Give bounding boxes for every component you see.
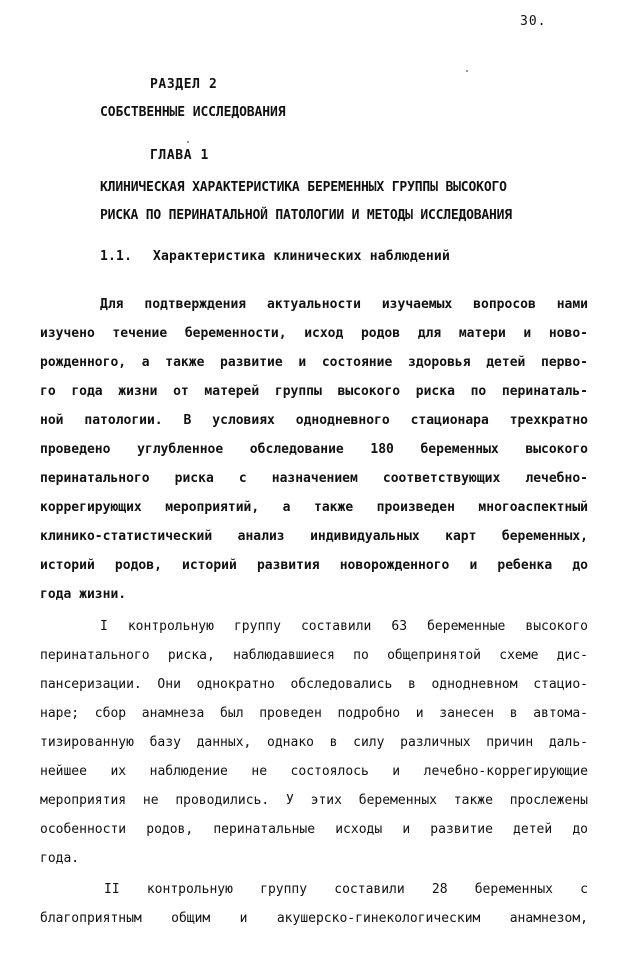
text-line: проведено углубленное обследование 180 беременных высокого: [40, 442, 588, 457]
text-line: года.: [40, 851, 80, 866]
text-line: го года жизни от матерей группы высокого риска по перинаталь-: [40, 384, 588, 399]
subsection-number: 1.1.: [100, 249, 133, 264]
scan-speck: [466, 70, 468, 72]
chapter-title-line-1: КЛИНИЧЕСКАЯ ХАРАКТЕРИСТИКА БЕРЕМЕННЫХ ГРУППЫ ВЫСОКОГО: [100, 180, 507, 195]
text-line: историй родов, историй развития новорожденного и ребенка до: [40, 558, 588, 573]
text-line: изучено течение беременности, исход родов для матери и ново-: [40, 326, 588, 341]
scan-speck: [187, 141, 189, 143]
paragraph-2: [40, 612, 588, 873]
section-title: СОБСТВЕННЫЕ ИССЛЕДОВАНИЯ: [100, 105, 286, 120]
text-line: коррегирующих мероприятий, а также произведен многоаспектный: [40, 500, 588, 515]
chapter-title-line-2: РИСКА ПО ПЕРИНАТАЛЬНОЙ ПАТОЛОГИИ И МЕТОДЫ ИССЛЕДОВАНИЯ: [100, 208, 512, 223]
text-line: особенности родов, перинатальные исходы и развитие детей до: [40, 822, 588, 837]
text-line: наре; сбор анамнеза был проведен подробно и занесен в автома-: [40, 706, 588, 721]
text-line: года жизни.: [40, 587, 127, 602]
text-line: Для подтверждения актуальности изучаемых вопросов нами: [100, 297, 588, 312]
text-line: ной патологии. В условиях однодневного стационара трехкратно: [40, 413, 588, 428]
text-line: тизированную базу данных, однако в силу различных причин даль-: [40, 735, 588, 750]
text-line: нейшее их наблюдение не состоялось и лечебно-коррегирующие: [40, 764, 588, 779]
text-line: клинико-статистический анализ индивидуальных карт беременных,: [40, 529, 588, 544]
text-line: II контрольную группу составили 28 беременных с: [104, 882, 588, 897]
paragraph-1: [40, 290, 588, 609]
page-number: 30.: [520, 14, 547, 29]
text-line: перинатального риска с назначением соответствующих лечебно-: [40, 471, 588, 486]
text-line: рожденного, а также развитие и состояние здоровья детей перво-: [40, 355, 588, 370]
subsection-title: Характеристика клинических наблюдений: [153, 249, 450, 264]
subsection-heading: [100, 249, 450, 264]
paragraph-3: [40, 875, 588, 933]
text-line: перинатального риска, наблюдавшиеся по общепринятой схеме дис-: [40, 648, 588, 663]
text-line: благоприятным общим и акушерско-гинекологическим анамнезом,: [40, 911, 588, 926]
text-line: мероприятия не проводились. У этих беременных также прослежены: [40, 793, 588, 808]
section-heading: РАЗДЕЛ 2: [150, 77, 218, 92]
text-line: I контрольную группу составили 63 беременные высокого: [100, 619, 588, 634]
text-line: пансеризации. Они однократно обследовались в однодневном стацио-: [40, 677, 588, 692]
chapter-heading: ГЛАВА 1: [150, 148, 209, 163]
